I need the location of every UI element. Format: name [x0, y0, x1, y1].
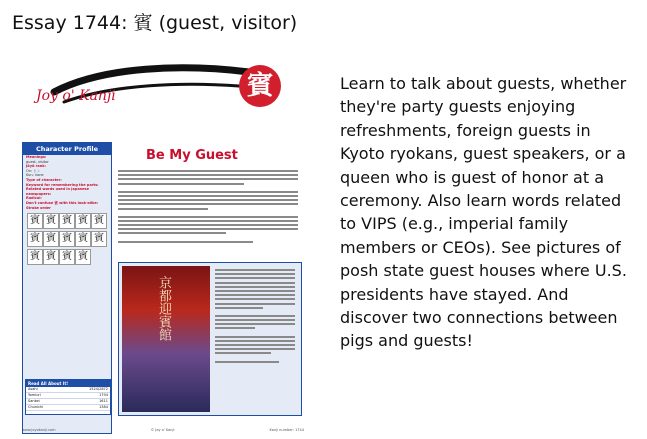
- profile-line: Keyword for remembering the parts:: [26, 182, 99, 187]
- stroke-cell: 賓: [91, 213, 107, 229]
- stroke-cell: 賓: [43, 249, 59, 265]
- footer-right: Kanji number: 1744: [269, 428, 304, 432]
- stroke-cell: 賓: [91, 231, 107, 247]
- profile-line: guest, visitor: [26, 159, 49, 164]
- book-feature-box: [118, 262, 302, 416]
- read-all-row: Asahi 1524/2872: [28, 387, 108, 391]
- read-all-row: Yomiuri 1794: [28, 393, 108, 397]
- essay-body-text: [118, 170, 298, 245]
- character-profile-heading: Character Profile: [23, 143, 111, 155]
- stroke-cell: 賓: [27, 213, 43, 229]
- footer-left: www.joyokanji.com: [22, 428, 56, 432]
- profile-line: Jōyō rank:: [26, 164, 46, 169]
- stroke-cell: 賓: [75, 231, 91, 247]
- profile-line: Type of character:: [26, 177, 62, 182]
- essay-thumbnail[interactable]: [18, 44, 308, 436]
- stroke-cell: 賓: [43, 231, 59, 247]
- profile-line: Stroke order: [26, 205, 51, 210]
- stroke-cell: 賓: [75, 249, 91, 265]
- read-all-row: Chunichi 1384: [28, 405, 108, 409]
- page-title: Essay 1744: 賓 (guest, visitor): [12, 12, 298, 34]
- stroke-cell: 賓: [59, 213, 75, 229]
- essay-description: [340, 72, 640, 353]
- book-title-kanji: 京都迎賓館: [156, 276, 171, 341]
- profile-line: On: ヒン: [26, 168, 41, 173]
- stroke-cell: 賓: [59, 231, 75, 247]
- stroke-cell: 賓: [27, 249, 43, 265]
- profile-line: Don't confuse 賓 with this look-alike:: [26, 200, 99, 205]
- stroke-order-grid: [23, 210, 111, 268]
- joy-o-kanji-logo: [34, 60, 284, 132]
- profile-line: Radical:: [26, 196, 42, 201]
- stroke-cell: 賓: [59, 249, 75, 265]
- stroke-cell: 賓: [43, 213, 59, 229]
- stroke-cell: 賓: [75, 213, 91, 229]
- logo-text: Joy o' Kanji: [36, 88, 116, 104]
- stroke-cell: 賓: [27, 231, 43, 247]
- book-caption-text: [215, 269, 295, 365]
- profile-line: Related words used in Japanese newspapers:: [26, 187, 90, 196]
- description-text: Learn to talk about guests, whether they're party guests enjoying refreshments, foreign guests in Kyoto ryokans, guest speakers, or a queen who is guest of honor at a ceremony. Also learn words related to VIPS (e.g., imperial family members or CEOs). See pictures of posh state guest houses where U.S. presidents have stayed. And discover two connections between pigs and guests!: [340, 74, 627, 351]
- profile-line: Kun: none: [26, 173, 44, 178]
- essay-heading: Be My Guest: [146, 148, 238, 163]
- character-profile-panel: [22, 142, 112, 434]
- read-all-row: Sankei 1611: [28, 399, 108, 403]
- thumbnail-footer: [22, 428, 304, 432]
- logo-kanji: 賓: [239, 65, 281, 107]
- read-all-heading: Read All About It!: [26, 380, 110, 387]
- read-all-about-it-box: [25, 379, 111, 415]
- book-cover-image: [122, 266, 210, 412]
- footer-mid: © Joy o' Kanji: [150, 428, 175, 432]
- profile-line: Meanings:: [26, 155, 47, 159]
